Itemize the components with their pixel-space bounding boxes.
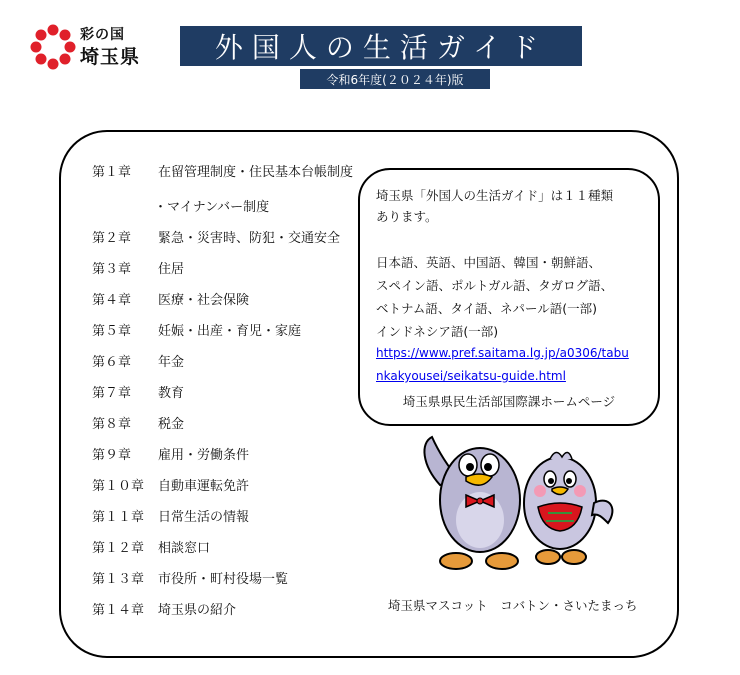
language-list-line: スペイン語、ポルトガル語、タガログ語、: [376, 278, 614, 293]
chapter-title: 雇用・労働条件: [158, 448, 250, 463]
page-title: 外国人の生活ガイド: [180, 26, 582, 66]
guide-url-link[interactable]: https://www.pref.saitama.lg.jp/a0306/tabu: [376, 346, 629, 360]
chapter-number: 第１４章: [92, 603, 145, 618]
prefecture-logo: [30, 24, 160, 70]
chapter-number: 第２章: [92, 231, 132, 246]
chapter-title: 住居: [158, 262, 185, 277]
chapter-number: 第９章: [92, 448, 132, 463]
chapter-number: 第１３章: [92, 572, 145, 587]
info-intro-line: 埼玉県「外国人の生活ガイド」は１１種類: [376, 188, 614, 203]
chapter-title: 教育: [158, 386, 185, 401]
chapter-number: 第１章: [92, 165, 132, 180]
source-label: 埼玉県県民生活部国際課ホームページ: [402, 394, 616, 409]
chapter-number: 第１０章: [92, 479, 145, 494]
chapter-title: 市役所・町村役場一覧: [158, 572, 289, 587]
chapter-title: 税金: [158, 417, 185, 432]
toc-item-continuation: ・マイナンバー制度: [154, 200, 270, 215]
chapter-number: 第５章: [92, 324, 132, 339]
language-list-line: 日本語、英語、中国語、韓国・朝鮮語、: [376, 255, 602, 270]
guide-url-link-continued[interactable]: nkakyousei/seikatsu-guide.html: [376, 369, 566, 383]
logo-prefecture-name: 埼玉県: [80, 46, 141, 68]
chapter-number: 第１２章: [92, 541, 145, 556]
chapter-title: 日常生活の情報: [158, 510, 250, 525]
chapter-title: 年金: [158, 355, 185, 370]
chapter-number: 第１１章: [92, 510, 145, 525]
chapter-number: 第４章: [92, 293, 132, 308]
chapter-number: 第７章: [92, 386, 132, 401]
saitamacchi-mascot-icon: [524, 452, 612, 564]
saitama-sun-logo-icon: [30, 24, 76, 70]
chapter-number: 第６章: [92, 355, 132, 370]
language-list-line: インドネシア語(一部): [376, 324, 499, 339]
chapter-title: 在留管理制度・住民基本台帳制度: [158, 165, 354, 180]
edition-label: 令和6年度(２０２４年)版: [300, 69, 490, 89]
chapter-number: 第８章: [92, 417, 132, 432]
language-list-line: ベトナム語、タイ語、ネパール語(一部): [376, 301, 598, 316]
info-intro-line: あります。: [376, 209, 438, 224]
kobaton-mascot-icon: [424, 437, 520, 569]
chapter-number: 第３章: [92, 262, 132, 277]
chapter-title: 自動車運転免許: [158, 479, 250, 494]
chapter-title: 緊急・災害時、防犯・交通安全: [158, 231, 341, 246]
chapter-title: 埼玉県の紹介: [158, 603, 237, 618]
chapter-title: 医療・社会保険: [158, 293, 250, 308]
mascot-illustration-icon: [410, 425, 640, 580]
chapter-title: 相談窓口: [158, 541, 211, 556]
logo-tagline: 彩の国: [80, 27, 125, 43]
chapter-title: 妊娠・出産・育児・家庭: [158, 324, 302, 339]
mascot-caption: 埼玉県マスコット コバトン・さいたまっち: [388, 598, 638, 613]
